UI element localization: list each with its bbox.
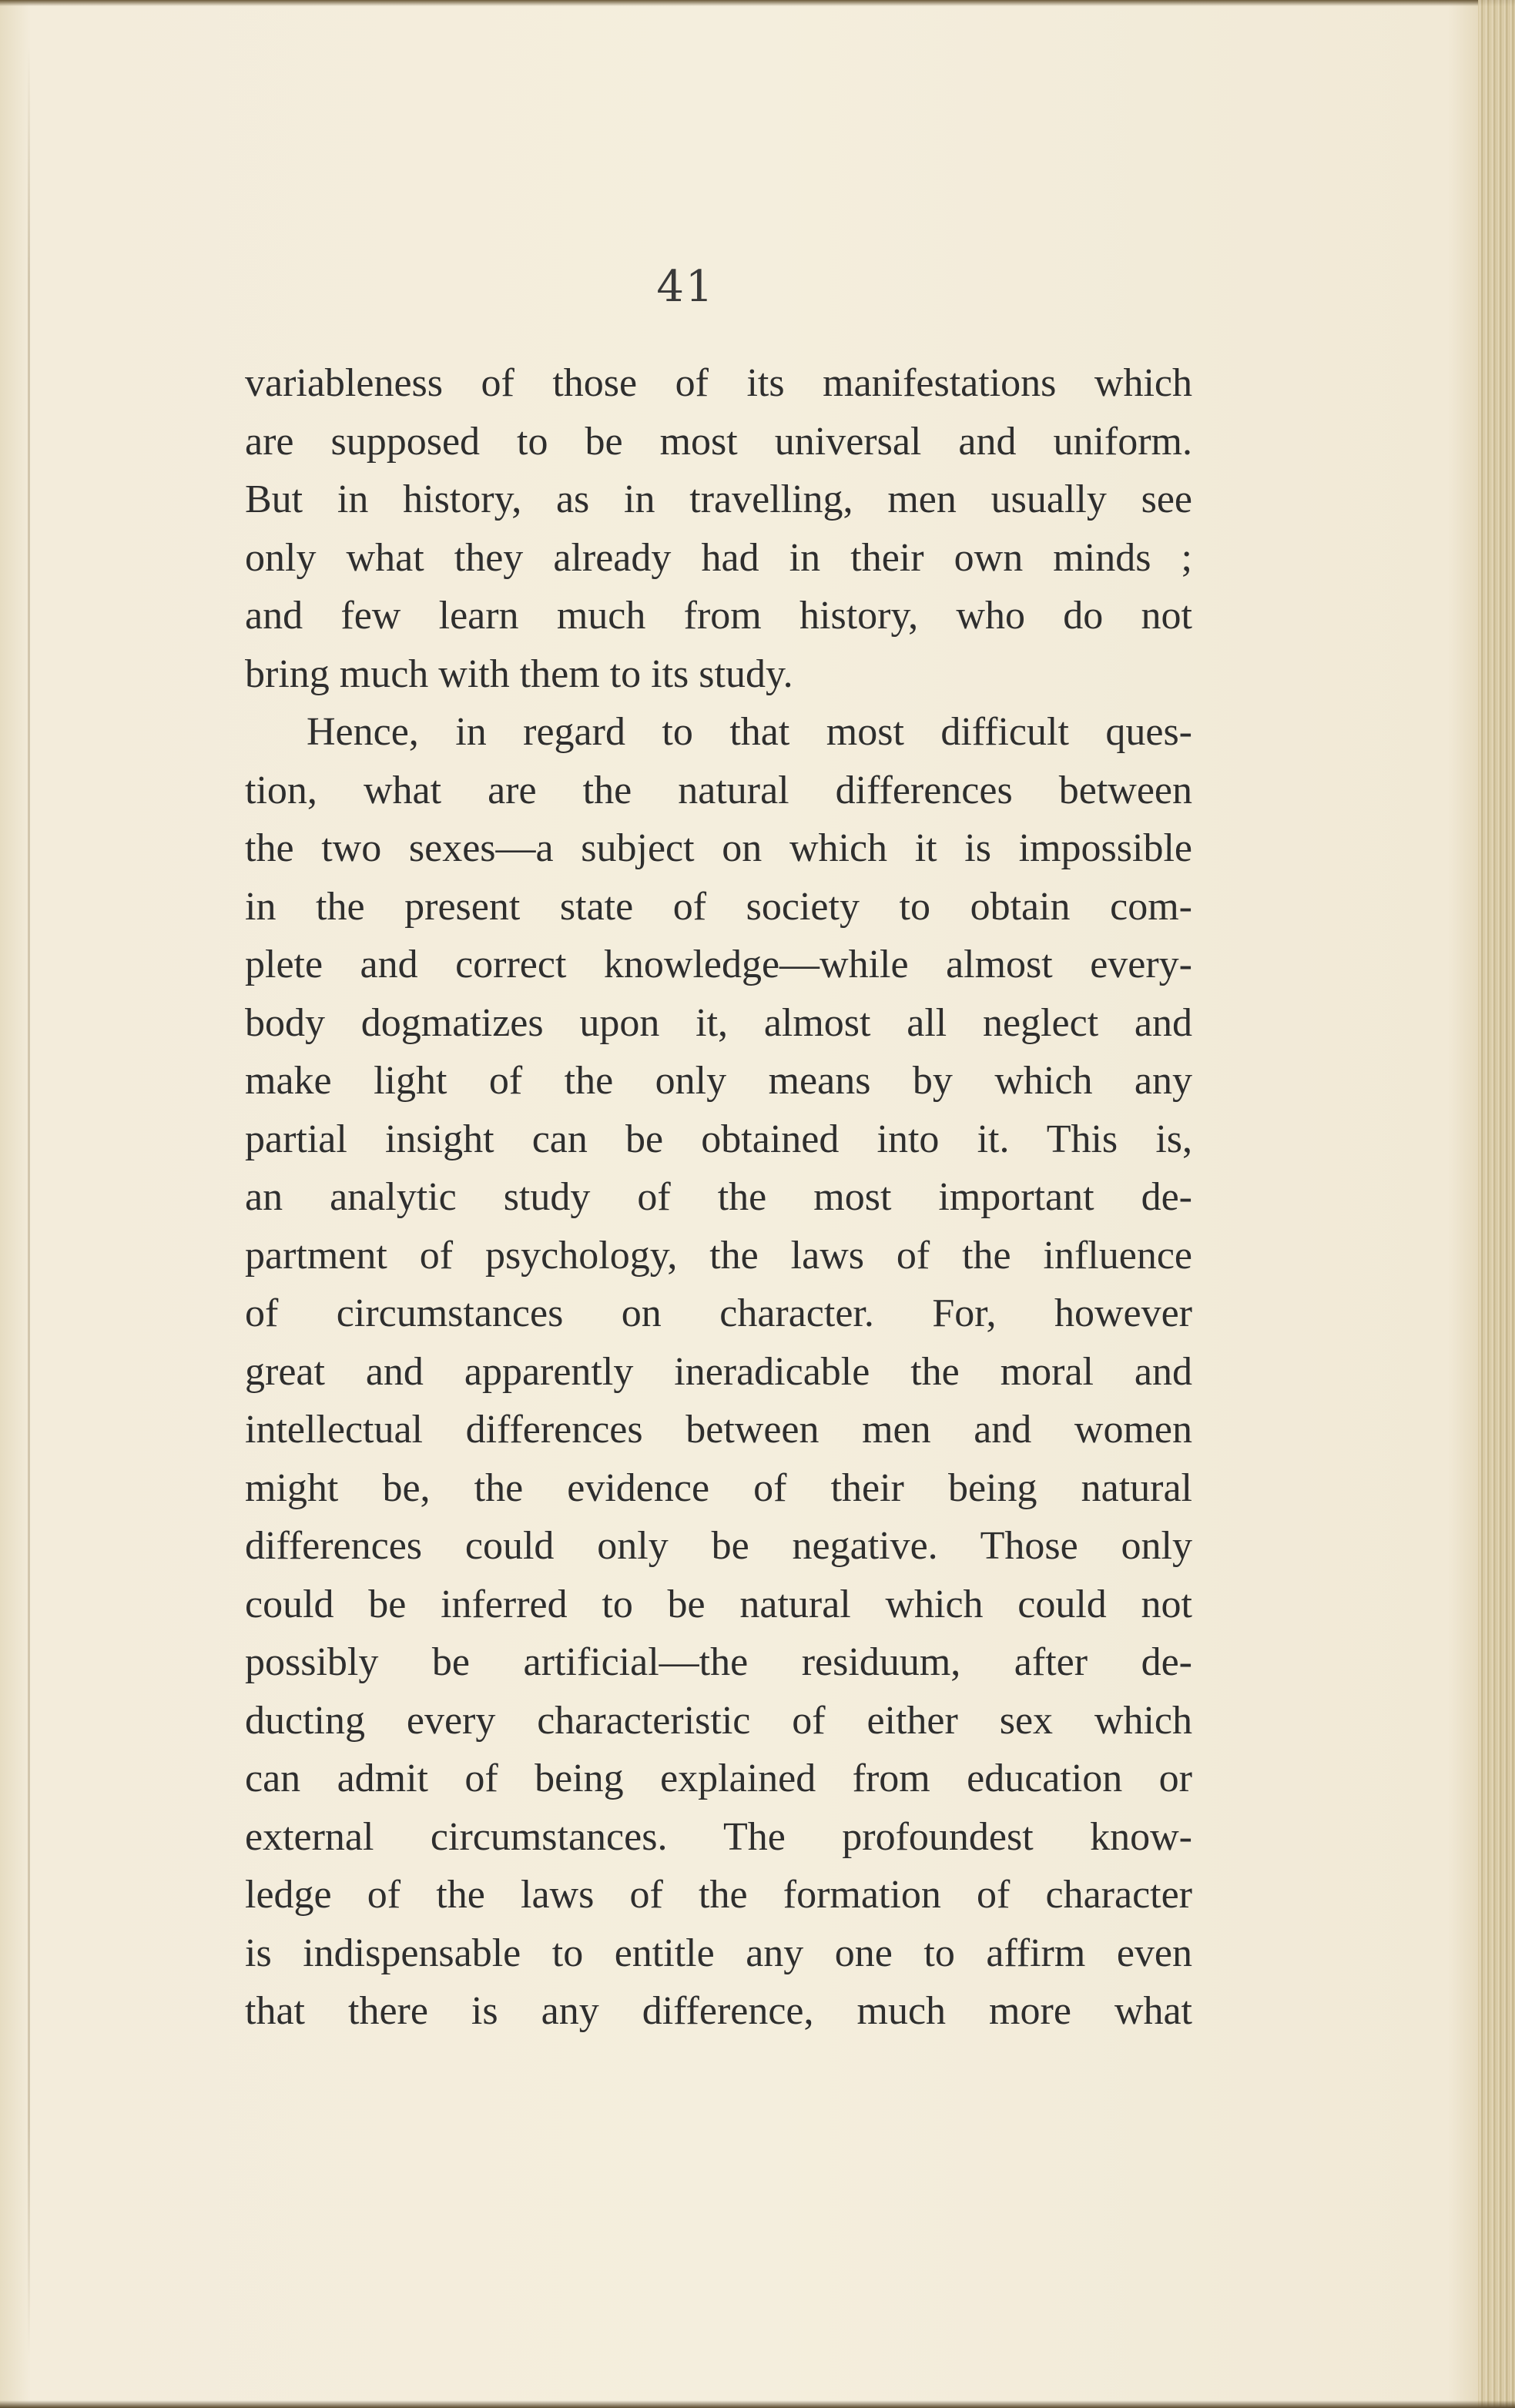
text-line: external circumstances. The profoundest know- xyxy=(245,1814,1192,1859)
text-line: could be inferred to be natural which could not xyxy=(245,1582,1192,1626)
page-fore-edge xyxy=(1478,0,1515,2408)
text-line: an analytic study of the most important de- xyxy=(245,1175,1192,1219)
text-line: plete and correct knowledge—while almost every- xyxy=(245,943,1192,986)
page-body-text xyxy=(245,354,1192,2041)
text-line: variableness of those of its manifestations which xyxy=(245,361,1192,405)
text-line: can admit of being explained from education or xyxy=(245,1757,1192,1800)
text-line: only what they already had in their own minds ; xyxy=(245,535,1192,580)
text-line: intellectual differences between men and women xyxy=(245,1408,1192,1452)
page-top-edge xyxy=(0,0,1515,6)
text-line: are supposed to be most universal and uniform. xyxy=(245,419,1192,464)
text-line: and few learn much from history, who do not xyxy=(245,594,1192,638)
text-line: tion, what are the natural differences between xyxy=(245,768,1192,812)
text-line: of circumstances on character. For, however xyxy=(245,1291,1192,1335)
text-line: bring much with them to its study. xyxy=(245,651,793,696)
text-line: But in history, as in travelling, men usually see xyxy=(245,477,1192,521)
text-line: Hence, in regard to that most difficult ques- xyxy=(307,710,1192,754)
text-line: in the present state of society to obtain com- xyxy=(245,884,1192,929)
page-bottom-edge xyxy=(0,2400,1515,2408)
text-line: ledge of the laws of the formation of character xyxy=(245,1873,1192,1917)
text-line: possibly be artificial—the residuum, after de- xyxy=(245,1640,1192,1684)
text-line: is indispensable to entitle any one to affirm even xyxy=(245,1931,1192,1975)
page-number: 41 xyxy=(656,262,715,312)
text-line: might be, the evidence of their being natural xyxy=(245,1465,1192,1510)
text-line: partment of psychology, the laws of the influence xyxy=(245,1233,1192,1278)
text-line: body dogmatizes upon it, almost all neglect and xyxy=(245,1000,1192,1045)
text-line: make light of the only means by which any xyxy=(245,1059,1192,1103)
text-line: partial insight can be obtained into it. This is, xyxy=(245,1117,1192,1161)
text-line: that there is any difference, much more what xyxy=(245,1989,1192,2033)
text-line: ducting every characteristic of either sex which xyxy=(245,1698,1192,1743)
text-line: the two sexes—a subject on which it is impossible xyxy=(245,826,1192,870)
page-gutter xyxy=(28,46,30,2356)
text-line: differences could only be negative. Those only xyxy=(245,1524,1192,1568)
text-line: great and apparently ineradicable the moral and xyxy=(245,1349,1192,1394)
